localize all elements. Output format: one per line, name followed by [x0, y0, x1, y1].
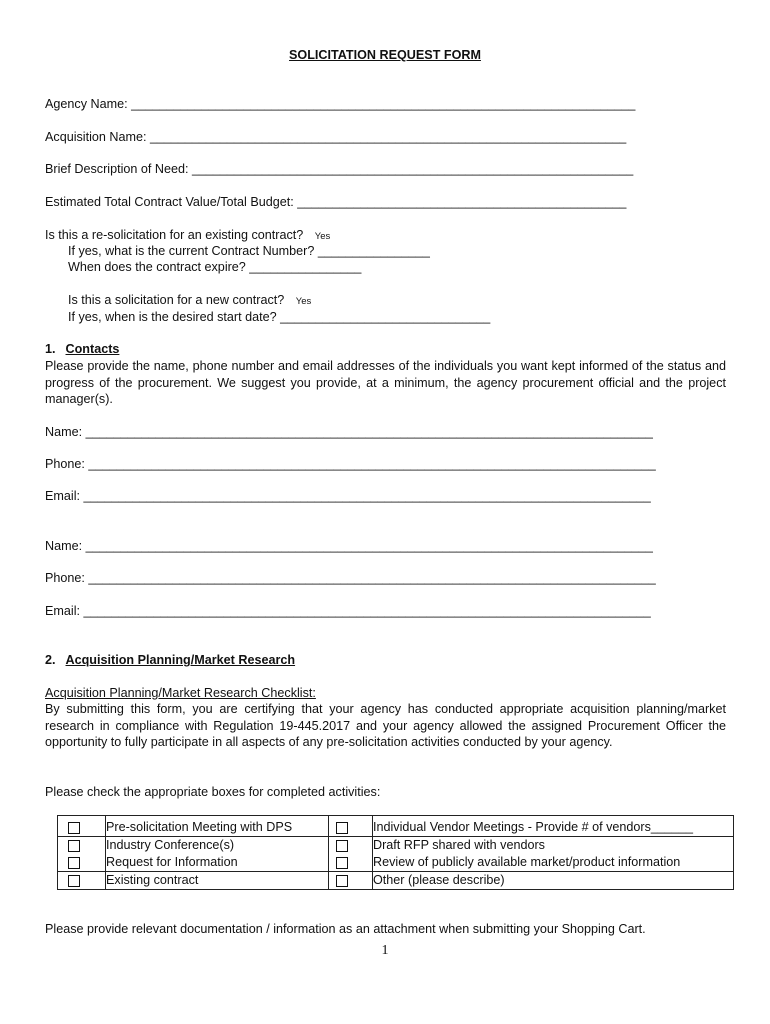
acquisition-name-field[interactable]: Acquisition Name: ____________________________________________________________________	[45, 130, 627, 144]
contacts-heading-text: Contacts	[65, 342, 120, 356]
contact1-email-field[interactable]: Email: _________________________________________________________________________________	[45, 489, 651, 503]
checklist-instruction: Please check the appropriate boxes for completed activities:	[45, 785, 381, 799]
contacts-number: 1.	[45, 342, 56, 356]
existing-contract-label: Existing contract	[106, 872, 329, 890]
contact2-phone-field[interactable]: Phone: _________________________________________________________________________________	[45, 571, 656, 585]
checkbox-cell	[58, 854, 106, 872]
start-date-field[interactable]: If yes, when is the desired start date? ______________________________	[68, 310, 491, 324]
attachment-note: Please provide relevant documentation / information as an attachment when submitting your Shopping Cart.	[45, 922, 646, 936]
rfi-label: Request for Information	[106, 854, 329, 872]
contacts-paragraph: Please provide the name, phone number and email addresses of the individuals you want kept informed of the status and progress of the procurement. We suggest you provide, at a minimum, the agency procurement official and the project manager(s).	[45, 359, 726, 406]
industry-conference-checkbox[interactable]	[68, 840, 80, 852]
contact2-email-field[interactable]: Email: _________________________________________________________________________________	[45, 604, 651, 618]
contact1-phone-field[interactable]: Phone: _________________________________________________________________________________	[45, 457, 656, 471]
planning-heading	[45, 653, 295, 668]
new-contract-question-text: Is this a solicitation for a new contract?	[68, 293, 285, 307]
checkbox-cell	[58, 837, 106, 855]
resolicitation-yes[interactable]: Yes	[314, 231, 331, 242]
vendor-meetings-label: Individual Vendor Meetings - Provide # of vendors______	[373, 816, 734, 837]
checkbox-cell	[329, 816, 373, 837]
brief-description-field[interactable]: Brief Description of Need: _______________________________________________________________	[45, 162, 634, 176]
planning-paragraph: By submitting this form, you are certifying that your agency has conducted appropriate acquisition planning/market research in compliance with Regulation 19-445.2017 and your agency allowed the assigned Procurement Officer the opportunity to fully participate in all aspects of any pre-solicitation activities conducted by your agency.	[45, 702, 726, 749]
contacts-heading	[45, 342, 119, 357]
planning-number: 2.	[45, 653, 56, 667]
checkbox-cell	[58, 872, 106, 890]
other-label: Other (please describe)	[373, 872, 734, 890]
contract-expire-field[interactable]: When does the contract expire? ________________	[68, 260, 362, 274]
page-number: 1	[381, 943, 389, 958]
contact2-name-field[interactable]: Name: _________________________________________________________________________________	[45, 539, 653, 553]
planning-heading-text: Acquisition Planning/Market Research	[65, 653, 296, 667]
draft-rfp-label: Draft RFP shared with vendors	[373, 837, 734, 855]
presolicitation-checkbox[interactable]	[68, 822, 80, 834]
checklist-title: Acquisition Planning/Market Research Checklist:	[45, 686, 316, 700]
checkbox-cell	[329, 872, 373, 890]
checkbox-cell	[329, 854, 373, 872]
other-checkbox[interactable]	[336, 875, 348, 887]
checkbox-cell	[58, 816, 106, 837]
existing-contract-checkbox[interactable]	[68, 875, 80, 887]
checkbox-cell	[329, 837, 373, 855]
resolicitation-question	[45, 228, 330, 244]
contact1-name-field[interactable]: Name: _________________________________________________________________________________	[45, 425, 653, 439]
industry-conference-label: Industry Conference(s)	[106, 837, 329, 855]
draft-rfp-checkbox[interactable]	[336, 840, 348, 852]
form-title: SOLICITATION REQUEST FORM	[289, 48, 481, 62]
new-contract-question	[68, 293, 311, 309]
contract-number-field[interactable]: If yes, what is the current Contract Number? ________________	[68, 244, 430, 258]
activities-checklist	[57, 815, 734, 890]
market-review-checkbox[interactable]	[336, 857, 348, 869]
estimated-value-field[interactable]: Estimated Total Contract Value/Total Budget: _______________________________________________	[45, 195, 627, 209]
presolicitation-label: Pre-solicitation Meeting with DPS	[106, 816, 329, 837]
agency-name-field[interactable]: Agency Name: ________________________________________________________________________	[45, 97, 636, 111]
new-contract-yes[interactable]: Yes	[295, 296, 312, 307]
resolicitation-question-text: Is this a re-solicitation for an existing contract?	[45, 228, 304, 242]
rfi-checkbox[interactable]	[68, 857, 80, 869]
vendor-meetings-checkbox[interactable]	[336, 822, 348, 834]
market-review-label: Review of publicly available market/product information	[373, 854, 734, 872]
